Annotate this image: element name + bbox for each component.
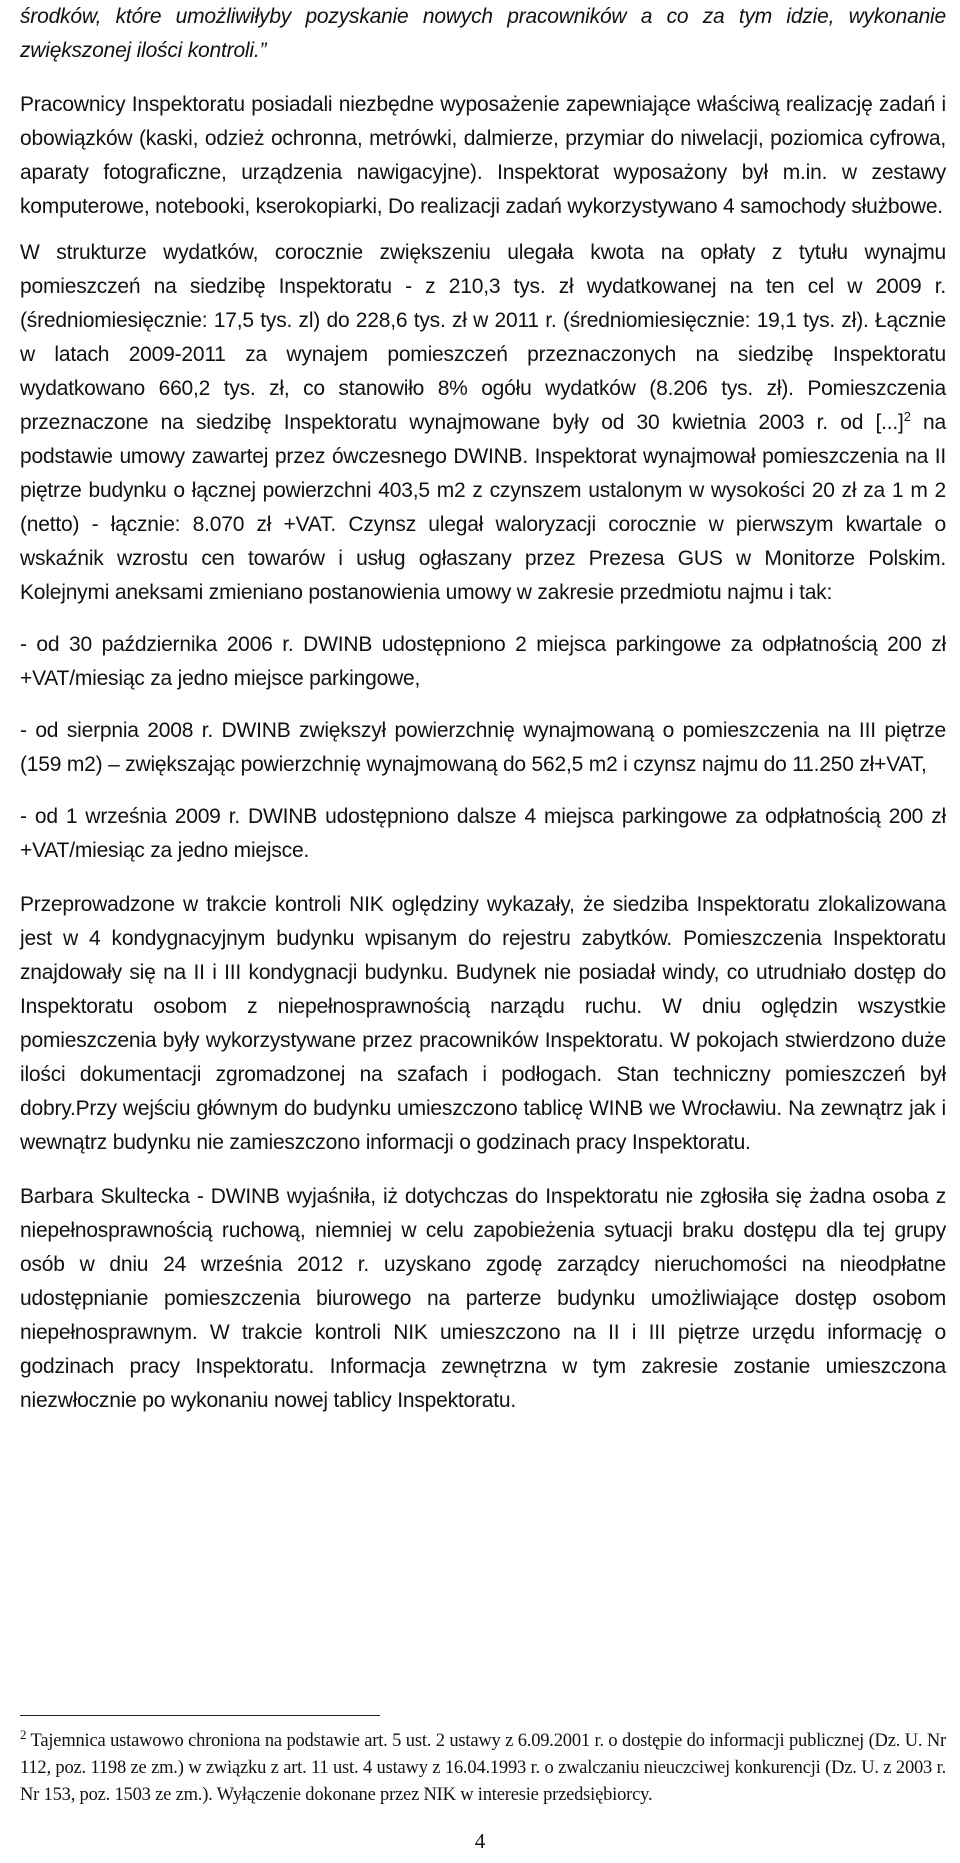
footnote	[20, 1728, 946, 1809]
rent-text-before-ref: W strukturze wydatków, corocznie zwiększeniu ulegała kwota na opłaty z tytułu wynajmu pomieszczeń na siedzibę Inspektoratu - z 210,3 tys. zł wydatkowanej na ten cel w 2009 r. (średniomiesięcznie: 17,5 tys. zl) do 228,6 tys. zł w 2011 r. (średniomiesięcznie: 19,1 tys. zł). Łącznie w latach 2009-2011 za wynajem pomieszczeń przeznaczonych na siedzibę Inspektoratu wydatkowano 660,2 tys. zł, co stanowiło 8% ogółu wydatków (8.206 tys. zł). Pomieszczenia przeznaczone na siedzibę Inspektoratu wynajmowane były od 30 kwietnia 2003 r. od [...]	[20, 241, 946, 434]
footnote-text: Tajemnica ustawowo chroniona na podstawie art. 5 ust. 2 ustawy z 6.09.2001 r. o dostępie do informacji publicznej (Dz. U. Nr 112, poz. 1198 ze zm.) w związku z art. 11 ust. 4 ustawy z 16.04.1993 r. o zwalczaniu nieuczciwej konkurencji (Dz. U. z 2003 r. Nr 153, poz. 1503 ze zm.). Wyłączenie dokonane przez NIK w interesie przedsiębiorcy.	[20, 1731, 946, 1805]
rent-paragraph	[20, 236, 946, 610]
equipment-paragraph: Pracownicy Inspektoratu posiadali niezbędne wyposażenie zapewniające właściwą realizację zadań i obowiązków (kaski, odzież ochronna, metrówki, dalmierze, przymiar do niwelacji, poziomica cyfrowa, aparaty fotograficzne, urządzenia nawigacyjne). Inspektorat wyposażony był m.in. w zestawy komputerowe, notebooki, kserokopiarki, Do realizacji zadań wykorzystywano 4 samochody służbowe.	[20, 93, 946, 218]
footnote-number: 2	[20, 1726, 27, 1742]
footnote-reference: 2	[903, 409, 911, 424]
amendment-item: - od sierpnia 2008 r. DWINB zwiększył powierzchnię wynajmowaną o pomieszczenia na III piętrze (159 m2) – zwiększając powierzchnię wynajmowaną do 562,5 m2 i czynsz najmu do 11.250 zł+VAT,	[20, 719, 946, 776]
inspection-paragraph: Przeprowadzone w trakcie kontroli NIK oględziny wykazały, że siedziba Inspektoratu zlokalizowana jest w 4 kondygnacyjnym budynku wpisanym do rejestru zabytków. Pomieszczenia Inspektoratu znajdowały się na II i III kondygnacji budynku. Budynek nie posiadał windy, co utrudniało dostęp do Inspektoratu osobom z niepełnosprawnością narządu ruchu. W dniu oględzin wszystkie pomieszczenia były wykorzystywane przez pracowników Inspektoratu. W pokojach stwierdzono duże ilości dokumentacji zgromadzonej na szafach i podłogach. Stan techniczny pomieszczeń był dobry.Przy wejściu głównym do budynku umieszczono tablicę WINB we Wrocławiu. Na zewnątrz jak i wewnątrz budynku nie zamieszczono informacji o godzinach pracy Inspektoratu.	[20, 893, 946, 1154]
rent-text-after-ref: na podstawie umowy zawartej przez ówczesnego DWINB. Inspektorat wynajmował pomieszczenia na II piętrze budynku o łącznej powierzchni 403,5 m2 z czynszem ustalonym w wysokości 20 zł za 1 m 2 (netto) - łącznie: 8.070 zł +VAT. Czynsz ulegał waloryzacji corocznie w pierwszym kwartale o wskaźnik wzrostu cen towarów i usług ogłaszany przez Prezesa GUS w Monitorze Polskim. Kolejnymi aneksami zmieniano postanowienia umowy w zakresie przedmiotu najmu i tak:	[20, 411, 946, 604]
amendment-item: - od 30 października 2006 r. DWINB udostępniono 2 miejsca parkingowe za odpłatnością 200 zł +VAT/miesiąc za jedno miejsce parkingowe,	[20, 633, 946, 690]
explanation-paragraph: Barbara Skultecka - DWINB wyjaśniła, iż dotychczas do Inspektoratu nie zgłosiła się żadna osoba z niepełnosprawnością ruchową, niemniej w celu zapobieżenia sytuacji braku dostępu dla tej grupy osób w dniu 24 września 2012 r. uzyskano zgodę zarządcy nieruchomości na nieodpłatne udostępnianie pomieszczenia biurowego na parterze budynku umożliwiające dostęp osobom niepełnosprawnym. W trakcie kontroli NIK umieszczono na II i III piętrze urzędu informację o godzinach pracy Inspektoratu. Informacja zewnętrzna w tym zakresie zostanie umieszczona niezwłocznie po wykonaniu nowej tablicy Inspektoratu.	[20, 1185, 946, 1412]
page-number: 4	[474, 1829, 486, 1853]
amendment-item: - od 1 września 2009 r. DWINB udostępniono dalsze 4 miejsca parkingowe za odpłatnością 200 zł +VAT/miesiąc za jedno miejsce.	[20, 805, 946, 862]
footnote-divider	[20, 1715, 380, 1716]
intro-paragraph: środków, które umożliwiłyby pozyskanie nowych pracowników a co za tym idzie, wykonanie zwiększonej ilości kontroli.”	[20, 5, 946, 62]
